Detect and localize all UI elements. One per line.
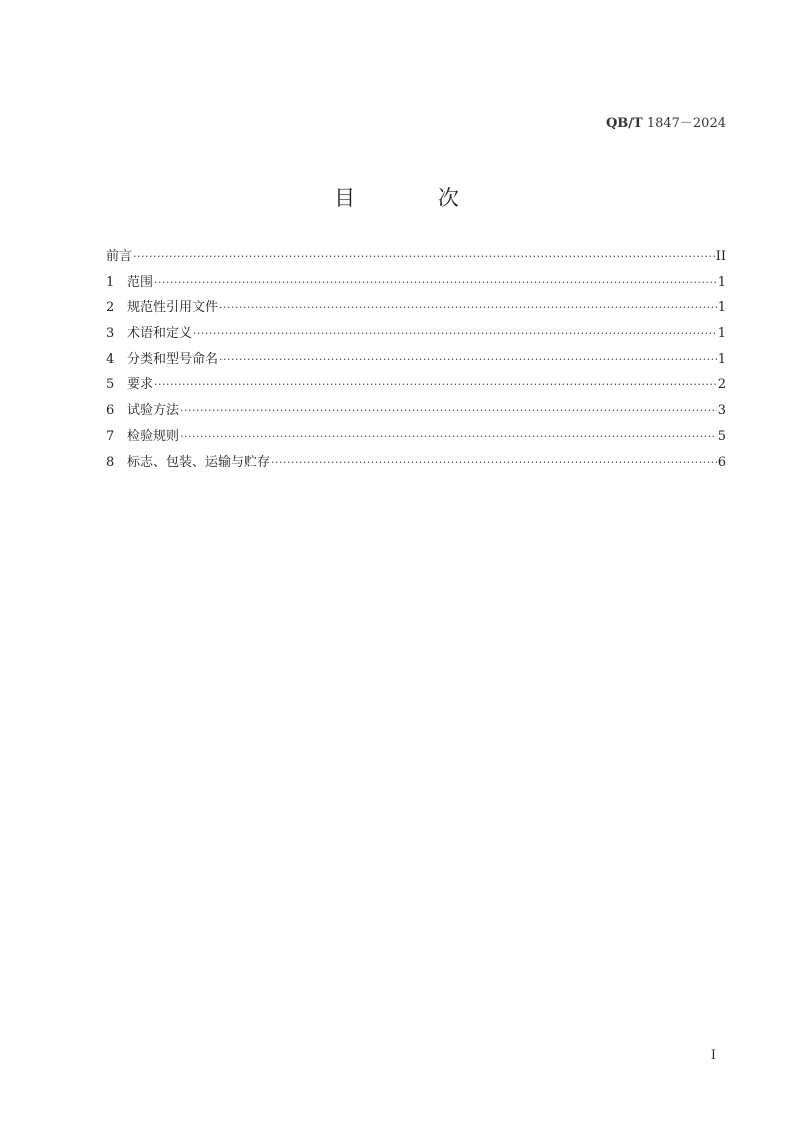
toc-entry-requirements[interactable] [106, 375, 726, 401]
toc-entry-number: 6 [106, 403, 115, 419]
toc-entry-title: 前言 [106, 249, 133, 264]
toc-entry-page: 1 [717, 326, 726, 342]
toc-entry-normative-references[interactable] [106, 298, 726, 324]
toc-entry-page: 3 [717, 403, 726, 419]
toc-dot-leader [154, 375, 717, 395]
toc-entry-number: 8 [106, 454, 115, 470]
toc-entry-title: 分类和型号命名 [127, 351, 219, 367]
toc-dot-leader [154, 273, 717, 293]
toc-entry-test-methods[interactable] [106, 401, 726, 427]
toc-entry-title: 范围 [127, 274, 154, 290]
toc-entry-inspection-rules[interactable] [106, 427, 726, 453]
toc-dot-leader [193, 324, 717, 344]
toc-entry-classification[interactable] [106, 350, 726, 376]
page-title: 目 次 [334, 186, 497, 210]
toc-entry-title: 检验规则 [127, 428, 180, 444]
toc-entry-number: 1 [106, 274, 115, 290]
toc-entry-page: 6 [717, 454, 726, 470]
toc-dot-leader [180, 401, 717, 421]
toc-entry-page: 1 [717, 300, 726, 316]
standard-code [606, 112, 726, 131]
toc-entry-scope[interactable] [106, 273, 726, 299]
toc-entry-number: 5 [106, 377, 115, 393]
toc-entry-page: 1 [717, 274, 726, 290]
toc-entry-number: 2 [106, 300, 115, 316]
toc-entry-marking-packaging[interactable] [106, 453, 726, 479]
standard-code-number: 1847－2024 [646, 116, 726, 131]
toc-entry-foreword[interactable] [106, 247, 726, 273]
standard-code-prefix: QB/T [605, 116, 643, 131]
toc-dot-leader [271, 453, 717, 473]
toc-entry-number: 7 [106, 428, 115, 444]
toc-entry-page: 1 [717, 351, 726, 367]
toc-dot-leader [180, 427, 717, 447]
page-number: I [710, 1048, 716, 1063]
toc-entry-title: 规范性引用文件 [127, 300, 219, 316]
toc-entry-page: 2 [717, 377, 726, 393]
toc-entry-title: 标志、包装、运输与贮存 [127, 454, 271, 470]
toc-dot-leader [133, 247, 715, 267]
toc-entry-title: 术语和定义 [127, 326, 193, 342]
toc-entry-number: 4 [106, 351, 115, 367]
toc-entry-number: 3 [106, 326, 115, 342]
toc-entry-title: 要求 [127, 377, 154, 393]
toc-entry-terms-definitions[interactable] [106, 324, 726, 350]
toc-dot-leader [219, 350, 717, 370]
toc-entry-page: 5 [717, 428, 726, 444]
toc-entry-page: II [715, 249, 726, 264]
toc-entry-title: 试验方法 [127, 403, 180, 419]
table-of-contents [106, 247, 726, 478]
toc-dot-leader [219, 298, 717, 318]
